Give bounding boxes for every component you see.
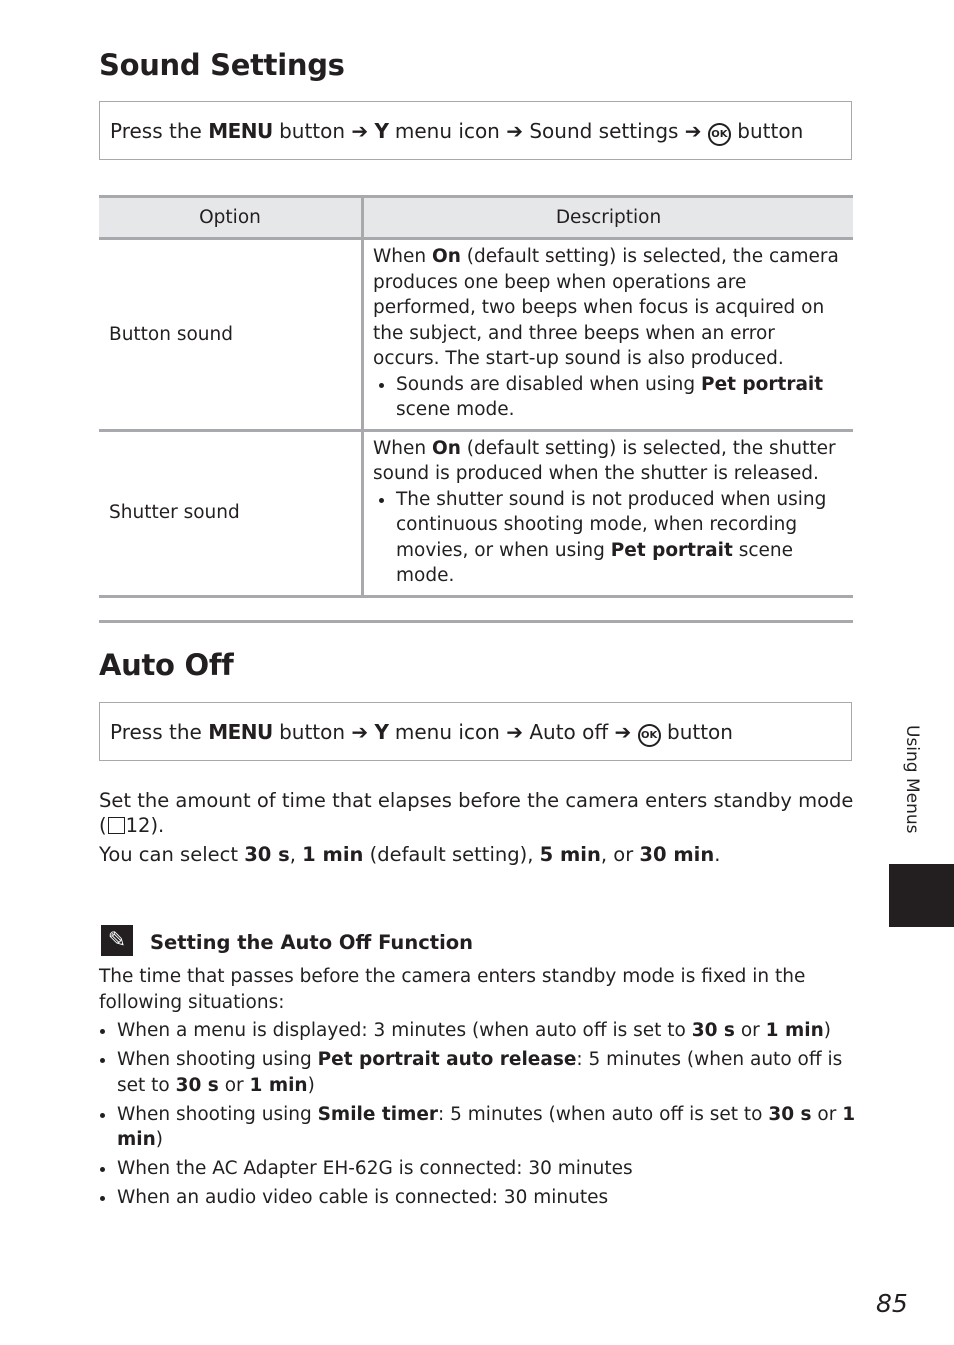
note-body [99,964,859,1214]
desc-bold: On [432,437,461,459]
bullet-text: scene mode. [396,399,515,420]
desc-text: When [373,246,433,267]
body-text: , or [600,843,640,866]
desc-bold: On [432,246,461,267]
bullet-text: or [811,1103,843,1125]
bullet-text: or [734,1020,766,1041]
nav-text: button [667,720,733,744]
list-item [396,372,845,423]
body-text: Set the amount of time that elapses before the camera enters standby mode ( [99,789,854,837]
arrow-icon: ➔ [351,119,369,143]
auto-off-description [99,788,859,838]
desc-text: When [373,437,433,459]
side-section-label: Using Menus [902,725,922,834]
body-text: . [714,843,721,866]
bullet-bold: Pet portrait [610,539,733,561]
desc-text: (default setting) is selected, the camera produces one beep when operations are performed, two beeps when focus is acquired on the subject, and three beeps when an error occurs. The start-up sound is also produced. [373,246,839,369]
page-reference-icon [108,817,125,834]
bullet-text: ) [307,1074,315,1096]
setup-menu-icon: Y [374,720,389,744]
bullet-text: scene mode. [396,539,794,586]
option-name: Shutter sound [99,430,363,596]
note-bullet-list [99,1018,859,1211]
nav-item-name: Sound settings [529,119,679,143]
nav-text: Press the [110,119,202,143]
body-text: ). [150,814,165,837]
option-value: 30 s [768,1103,812,1125]
arrow-icon: ➔ [684,119,702,143]
desc-text: (default setting) is selected, the shutter sound is produced when the shutter is released. [373,437,836,484]
body-text: , [289,843,303,866]
bullet-text: : 5 minutes (when auto off is set to [117,1049,843,1096]
list-item [117,1102,859,1153]
list-item: • When the AC Adapter EH-62G is connected: 30 minutes [117,1156,859,1182]
section-divider [99,620,853,623]
menu-button-icon: MENU [208,720,273,744]
menu-path-sound-settings [99,101,852,160]
table-row [99,430,853,596]
nav-text: menu icon [394,119,500,143]
mode-name: Pet portrait auto release [317,1049,577,1070]
table-header-row [99,197,853,239]
mode-name: Smile timer [317,1103,439,1125]
note-title: Setting the Auto Off Function [150,931,474,954]
ok-button-icon: OK [638,724,661,747]
option-description [363,239,854,431]
pencil-note-icon: ✎ [101,925,133,956]
section-title-auto-off: Auto Off [99,648,234,682]
bullet-list [373,372,845,423]
arrow-icon: ➔ [614,720,632,744]
option-value: 1 min [249,1074,308,1096]
nav-text: Press the [110,720,202,744]
menu-path-auto-off [99,702,852,761]
option-value: 30 min [639,843,715,866]
nav-text: menu icon [394,720,500,744]
option-description [363,430,854,596]
nav-text: button [279,720,346,744]
table-row [99,239,853,431]
bullet-list [373,487,845,589]
bullet-text: Sounds are disabled when using [396,373,702,395]
bullet-text: The shutter sound is not produced when using continuous shooting mode, when recording movies, or when using [396,488,827,561]
arrow-icon: ➔ [506,119,523,143]
side-section-tab [889,864,954,927]
body-text: (default setting), [363,843,540,866]
option-value: 1 min [765,1020,824,1041]
list-item [117,1047,859,1098]
bullet-text: ) [823,1020,831,1041]
list-item [396,487,845,589]
ok-button-icon: OK [708,123,731,146]
column-header-description: Description [363,197,854,239]
option-value: 30 s [244,843,290,866]
bullet-text: When shooting using [117,1049,318,1070]
option-value: 30 s [175,1074,219,1096]
option-value: 30 s [691,1020,735,1041]
bullet-text: : 5 minutes (when auto off is set to [438,1103,769,1125]
nav-text: button [737,119,804,143]
nav-item-name: Auto off [529,720,609,744]
option-name: Button sound [99,239,363,431]
bullet-text: or [218,1074,250,1096]
option-value: 5 min [539,843,601,866]
page-number: 85 [876,1289,908,1318]
bullet-text: ) [155,1129,164,1150]
list-item: • When an audio video cable is connected: 30 minutes [117,1185,859,1211]
note-intro: The time that passes before the camera enters standby mode is fixed in the following situations: [99,966,806,1013]
column-header-option: Option [99,197,363,239]
setup-menu-icon: Y [374,119,389,143]
list-item [117,1018,859,1044]
arrow-icon: ➔ [506,720,523,744]
section-title-sound-settings: Sound Settings [99,48,345,82]
bullet-bold: Pet portrait [701,373,824,395]
nav-text: button [279,119,346,143]
body-text: You can select [99,843,245,866]
bullet-text: When a menu is displayed: 3 minutes (when auto off is set to [117,1020,692,1041]
sound-options-table [99,195,853,598]
menu-button-icon: MENU [208,119,273,143]
page-reference: 12 [125,814,151,837]
bullet-text: When shooting using [117,1103,318,1125]
option-value: 1 min [117,1103,856,1150]
arrow-icon: ➔ [351,720,369,744]
option-value: 1 min [302,843,364,866]
auto-off-options-text [99,842,859,867]
